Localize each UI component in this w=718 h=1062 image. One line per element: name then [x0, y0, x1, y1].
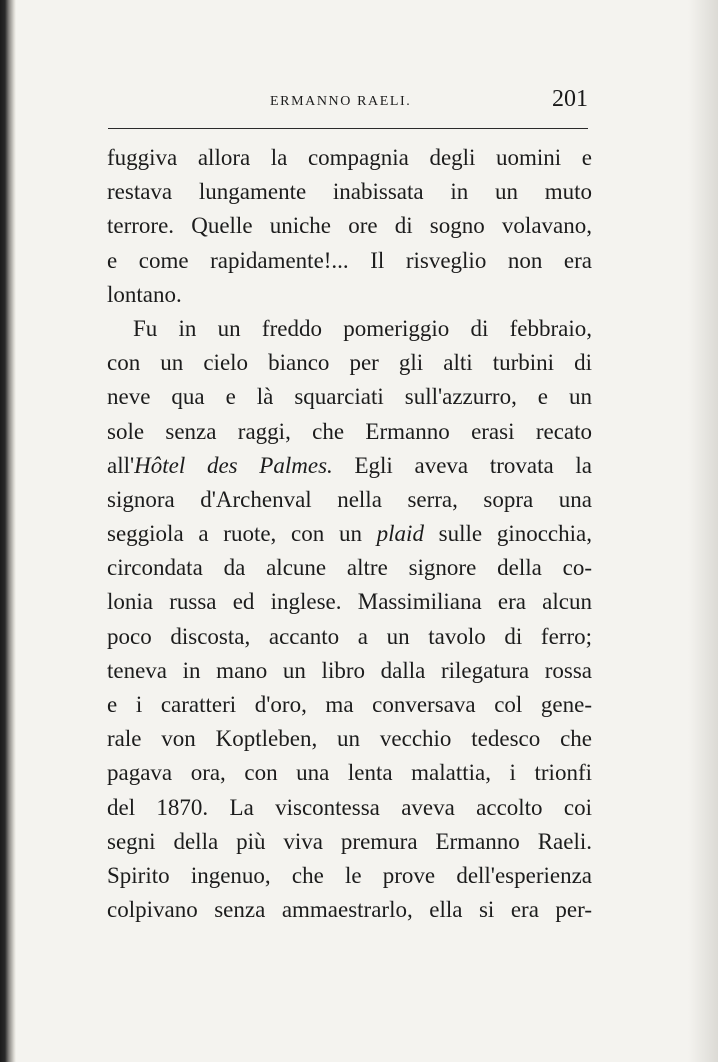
running-head [108, 82, 588, 122]
text-line [107, 244, 592, 278]
text-segment: poco discosta, accanto a un tavolo di ferro; [107, 623, 592, 649]
text-segment: teneva in mano un libro dalla rilegatura rossa [107, 657, 592, 683]
text-segment: Egli aveva trovata la [332, 452, 592, 478]
text-line [107, 312, 592, 346]
text-segment: pagava ora, con una lenta malattia, i trionfi [107, 760, 592, 786]
text-line [107, 688, 592, 722]
text-segment: circondata da alcune altre signore della co- [107, 555, 592, 581]
text-segment: sulle ginocchia, [423, 521, 592, 547]
text-line [107, 209, 592, 243]
text-line [107, 346, 592, 380]
spine-shadow [0, 0, 16, 1062]
text-line [107, 859, 592, 893]
text-segment: all' [107, 452, 135, 478]
text-segment: con un cielo bianco per gli alti turbini di [107, 350, 592, 376]
text-segment: seggiola a ruote, con un [107, 521, 377, 547]
italic-text: Hôtel des Palmes. [134, 452, 333, 478]
text-segment: e come rapidamente!... Il risveglio non era [107, 247, 592, 273]
text-line [107, 449, 592, 483]
text-line [107, 278, 592, 312]
text-line [107, 791, 592, 825]
text-line [107, 893, 592, 927]
text-line [107, 722, 592, 756]
header-rule [108, 128, 588, 129]
text-line [107, 483, 592, 517]
running-head-title: ERMANNO RAELI. [270, 94, 412, 109]
text-line [107, 175, 592, 209]
text-segment: restava lungamente inabissata in un muto [107, 179, 592, 205]
text-line [107, 825, 592, 859]
text-segment: Spirito ingenuo, che le prove dell'esperienza [107, 862, 592, 888]
text-segment: neve qua e là squarciati sull'azzurro, e un [107, 384, 592, 410]
text-segment: fuggiva allora la compagnia degli uomini e [107, 145, 592, 170]
text-segment: sole senza raggi, che Ermanno erasi recato [107, 418, 592, 444]
text-segment: lonia russa ed inglese. Massimiliana era alcun [107, 589, 592, 615]
text-segment: rale von Koptleben, un vecchio tedesco che [107, 726, 592, 752]
text-segment: del 1870. La viscontessa aveva accolto coi [107, 794, 592, 820]
italic-text: plaid [376, 521, 424, 547]
page-number: 201 [552, 86, 588, 112]
page-edge [688, 0, 718, 1062]
text-line [107, 654, 592, 688]
text-segment: signora d'Archenval nella serra, sopra una [107, 486, 592, 512]
text-segment: Fu in un freddo pomeriggio di febbraio, [133, 315, 592, 341]
body-text [107, 141, 592, 927]
text-line [107, 620, 592, 654]
text-line [107, 517, 592, 551]
text-line [107, 141, 592, 175]
text-segment: e i caratteri d'oro, ma conversava col gene- [107, 692, 592, 717]
text-segment: segni della più viva premura Ermanno Raeli. [107, 828, 592, 854]
text-segment: colpivano senza ammaestrarlo, ella si era per- [107, 897, 592, 923]
text-segment: terrore. Quelle uniche ore di sogno volavano, [107, 213, 592, 239]
text-line [107, 756, 592, 790]
text-line [107, 415, 592, 449]
text-line [107, 585, 592, 619]
text-line [107, 380, 592, 414]
text-segment: lontano. [107, 281, 182, 307]
text-line [107, 551, 592, 585]
